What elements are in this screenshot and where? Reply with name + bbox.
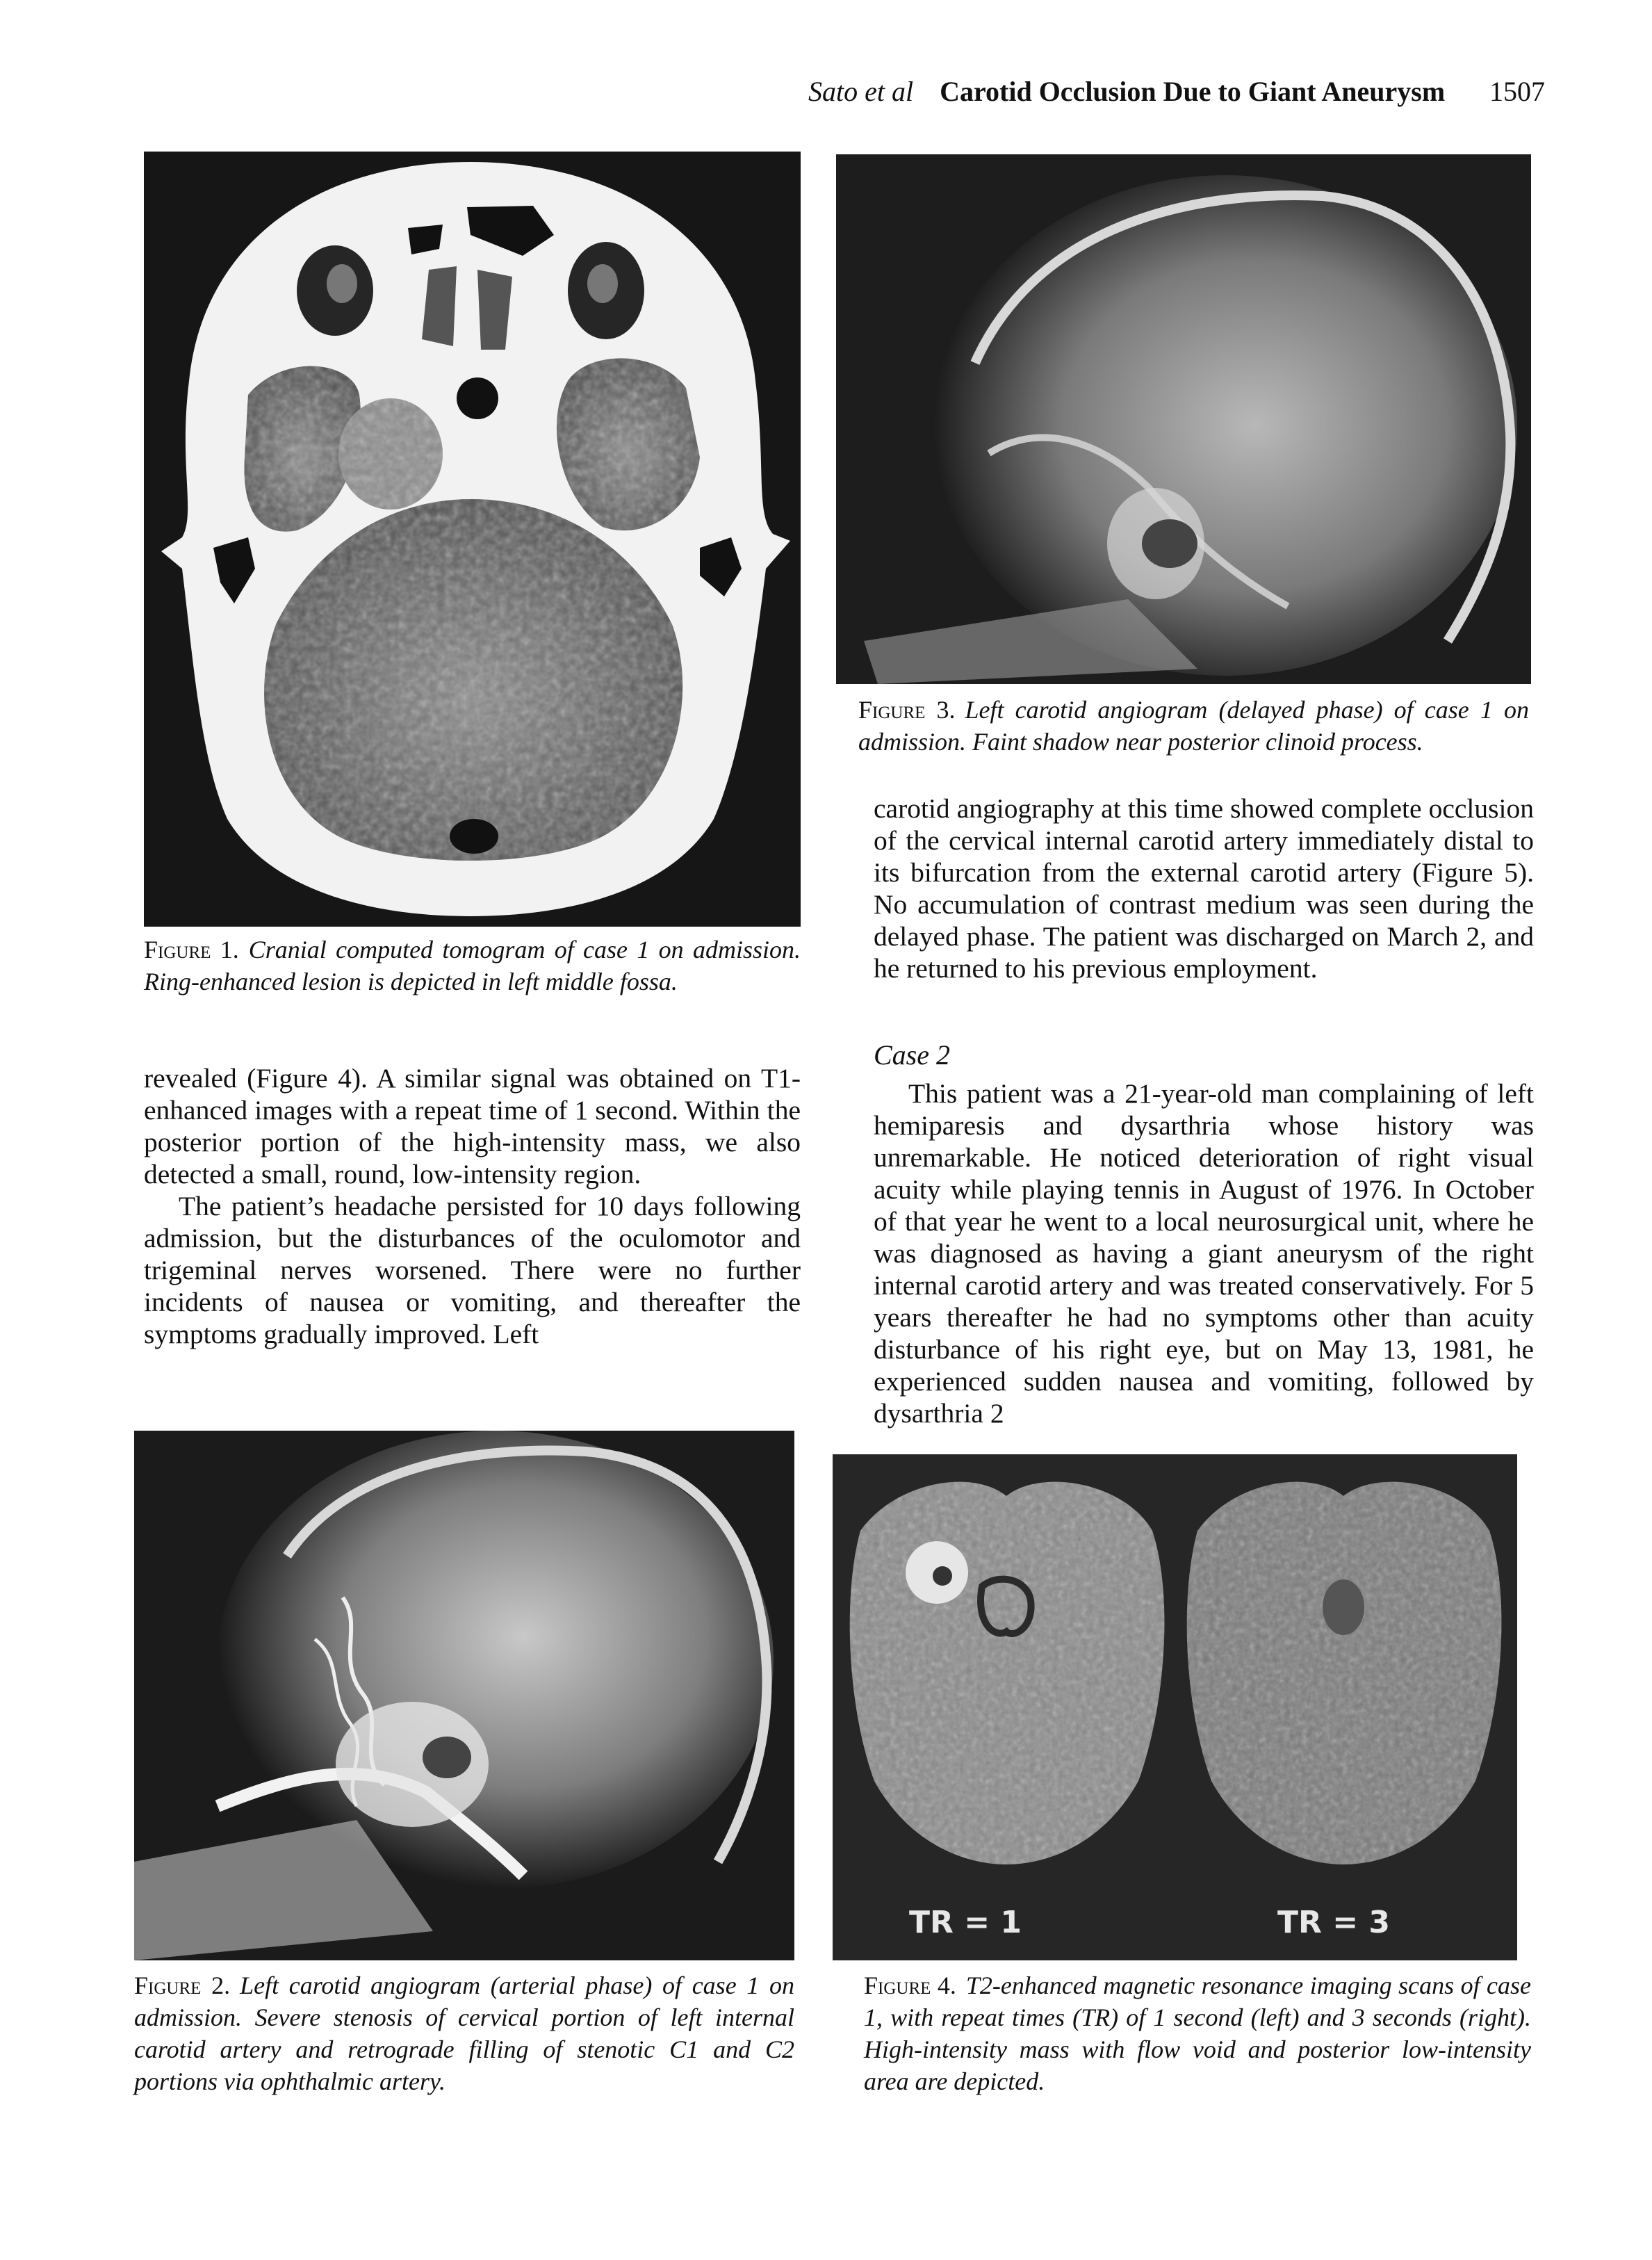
mri-scan-tr1 — [850, 1482, 1165, 1864]
figure-4-label: Figure 4. — [864, 1972, 956, 1999]
page-number: 1507 — [1489, 76, 1545, 107]
paragraph: carotid angiography at this time showed complete occlusion of the cervical internal carotid artery immediately distal to its bifurcation from the external carotid artery (Figure 5). No accumulation of contrast medium was seen during the delayed phase. The patient was discharged on March 2, and he returned to his previous employment. — [874, 793, 1534, 984]
mri-scan-tr3 — [1187, 1482, 1502, 1864]
left-column-text — [144, 1062, 801, 1350]
figure-2-caption-text: Left carotid angiogram (arterial phase) of case 1 on admission. Severe stenosis of cervical portion of left internal carotid artery and retrograde filling of stenotic C1 and C2 portions via ophthalmic artery. — [134, 1972, 795, 2095]
figure-4-caption — [864, 1969, 1531, 2097]
figure-2-caption — [134, 1969, 794, 2097]
header-title: Carotid Occlusion Due to Giant Aneurysm — [940, 76, 1446, 107]
figure-1-ct-image — [144, 152, 801, 927]
paragraph: This patient was a 21-year-old man complaining of left hemiparesis and dysarthria whose history was unremarkable. He noticed deterioration of right visual acuity while playing tennis in August of 1976. In October of that year he went to a local neurosurgical unit, where he was diagnosed as having a giant aneurysm of the right internal carotid artery and was treated conservatively. For 5 years thereafter he had no symptoms other than acuity disturbance of his right eye, but on May 13, 1981, he experienced sudden nausea and vomiting, followed by dysarthria 2 — [874, 1078, 1534, 1429]
mri-label-tr1: TR = 1 — [909, 1905, 1022, 1940]
figure-4-caption-text: T2-enhanced magnetic resonance imaging scans of case 1, with repeat times (TR) of 1 second (left) and 3 seconds (right). High-intensity mass with flow void and posterior low-intensity area are depicted. — [864, 1972, 1531, 2095]
figure-1-caption — [144, 934, 801, 998]
figure-1-caption-text: Cranial computed tomogram of case 1 on admission. Ring-enhanced lesion is depicted in left middle fossa. — [144, 936, 801, 995]
figure-3-angiogram-image — [836, 154, 1531, 684]
running-header — [808, 75, 1545, 108]
header-author: Sato et al — [808, 76, 914, 107]
figure-2-label: Figure 2. — [134, 1972, 231, 1999]
figure-4-mri-image — [833, 1454, 1517, 1960]
paragraph: revealed (Figure 4). A similar signal was obtained on T1-enhanced images with a repeat time of 1 second. Within the posterior portion of the high-intensity mass, we also detected a small, round, low-intensity region. — [144, 1063, 801, 1189]
paragraph: The patient’s headache persisted for 10 days following admission, but the disturbances of the oculomotor and trigeminal nerves worsened. There were no further incidents of nausea or vomiting, and thereafter the symptoms gradually improved. Left — [144, 1191, 801, 1349]
right-column-text-lower — [874, 1078, 1534, 1429]
figure-1-label: Figure 1. — [144, 936, 239, 964]
mri-label-tr3: TR = 3 — [1277, 1905, 1391, 1940]
figure-2-angiogram-image — [134, 1431, 794, 1960]
case-2-heading: Case 2 — [874, 1039, 950, 1071]
figure-3-caption-text: Left carotid angiogram (delayed phase) of case 1 on admission. Faint shadow near posterior clinoid process. — [858, 696, 1530, 756]
figure-3-label: Figure 3. — [858, 696, 956, 724]
figure-3-caption — [858, 694, 1529, 758]
right-column-text-upper — [874, 792, 1534, 984]
